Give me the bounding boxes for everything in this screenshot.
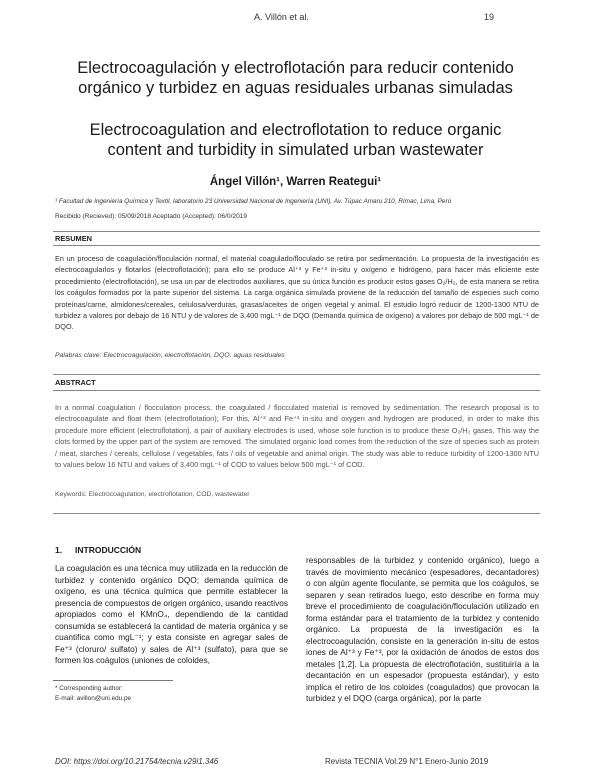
title-english [40, 120, 551, 160]
introduction-heading [55, 545, 141, 555]
corresponding-author: * Corresponding author: [55, 685, 123, 692]
intro-left-column: La coagulación es una técnica muy utilizada en la reducción de turbidez y contenido orgánico DQO; demanda química de oxígeno, es una técnica química que permite establecer la presencia de compuestos de origen orgánico, usando reactivos apropiados como el KMnO₄, dependiendo de la cantidad consumida se establecerá la cantidad de materia orgánica y se cuantifica como mgL⁻¹; y esta consiste en agregar sales de Fe⁺³ (cloruro/ sulfato) y sales de Al⁺³ (sulfato), para que se formen los coágulos (uniones de coloides, [55, 563, 288, 665]
title-spanish [40, 58, 551, 98]
received-accepted-dates: Recibido (Recieved): 05/09/2018 Aceptado (Accepted): 06/0/2019 [55, 213, 248, 220]
title-spanish-line-1: Electrocoagulación y electroflotación para reducir contenido [77, 59, 514, 77]
divider [53, 390, 540, 391]
running-header-author: A. Villón et al. [254, 12, 309, 22]
title-spanish-line-2: orgánico y turbidez en aguas residuales urbanas simuladas [78, 79, 513, 97]
divider [53, 513, 540, 514]
intro-right-column: responsables de la turbidez y contenido orgánico), luego a través de movimiento mecánico (espesadores, decantadores) o con algún agente floculante, se permita que los coágulos, se separen y sean retirados luego, esto describe en forma muy breve el procedimiento de coagulación/floculación utilizado en forma estándar para el tratamiento de la turbidez y contenido orgánico. La propuesta de la investigación es la electrocoagulación, consiste en la generación in-situ de estos iones de Al⁺³ y Fe⁺³, por la oxidación de ánodos de estos dos metales [1,2]. La propuesta de electroflotación, sustituiría a la decantación en un espesador (propuesta estándar), y esto implica el retiro de los coloides (coagulados) que provocan la turbidez y el DQO (carga orgánica), por la parte [306, 555, 539, 703]
authors: Ángel Villón¹, Warren Reategui¹ [209, 176, 382, 188]
divider [53, 231, 540, 232]
divider [53, 245, 540, 246]
footnote-divider [53, 680, 173, 681]
divider [53, 374, 540, 375]
page-number: 19 [484, 12, 495, 22]
resumen-text: En un proceso de coagulación/floculación normal, el material coagulado/floculado se retira por sedimentación. La propuesta de la investigación es electrocoagularlos y flotarlos (electroflotación); para ello se produce Al⁺³ y Fe⁺³ in-situ y oxígeno e hidrógeno, para hacer más eficiente este procedimiento (electroflotación), se usa un par de electrodos auxiliares, que su única función es producir estos gases O₂/H₂, de esta manera se retira los coágulos formados por la parte superior del sistema. La carga orgánica simulada proviene de la reducción del tamaño de especies such como proteínas/carne, almidones/cereales, celulosa/verduras, grasas/aceites de origen vegetal y animal. El estudio logró reducir de 1200-1300 NTU de turbidez a valores por debajo de 16 NTU y de valores de 3,400 mgL⁻¹ de DQO (Demanda química de oxígeno) a valores por debajo de 500 mgL⁻¹ de DQO. [55, 254, 539, 332]
abstract-heading: ABSTRACT [55, 378, 96, 387]
section-title: INTRODUCCIÓN [75, 545, 142, 555]
section-number: 1. [55, 545, 63, 555]
abstract-text: In a normal coagulation / flocculation process, the coagulated / flocculated material is removed by sedimentation. The research proposal is to electrocoagulate and float them (electroflotation); For this, Al⁺³ and Fe⁺³ in-situ and oxygen and hydrogen are produced, in order to make this procedure more efficient (electroflotation), a pair of auxiliary electrodes is used, whose sole function is to produce these O₂/H₂ gases, This way the clots formed by the upper part of the system are removed. The simulated organic load comes from the reduction of the size of species such as protein / meat, starches / cereals, cellulose / vegetables, fats / oils of vegetable and animal origin. The study was able to reduce turbidity of 1200-1300 NTU to values below 16 NTU and values of 3,400 mgL⁻¹ of COD to values below 500 mgL⁻¹ of COD. [55, 403, 539, 470]
title-english-line-2: content and turbidity in simulated urban wastewater [107, 141, 484, 159]
resumen-heading: RESUMEN [55, 234, 92, 243]
affiliation: ¹ Facultad de Ingeniería Química y Textil, laboratorio 23 Universidad Nacional de Ingeniería (UNI), Av. Túpac Amaru 210, Rímac, Lima, Perú [55, 198, 452, 205]
page-footer [0, 757, 591, 769]
running-header [0, 10, 591, 24]
title-english-line-1: Electrocoagulation and electroflotation to reduce organic [89, 121, 502, 139]
palabras-clave: Palabras clave: Electrocoagulación, electroflotación, DQO, aguas residuales [55, 352, 285, 359]
doi-link[interactable]: DOI: https://doi.org/10.21754/tecnia.v29i1.346 [55, 757, 219, 766]
author-email: E-mail: avillon@uni.edu.pe [55, 695, 132, 702]
journal-citation: Revista TECNIA Vol.29 N°1 Enero-Junio 2019 [325, 757, 489, 766]
keywords: Keywords: Electrocoagulation, electroflotation, COD, wastewater [55, 491, 250, 498]
